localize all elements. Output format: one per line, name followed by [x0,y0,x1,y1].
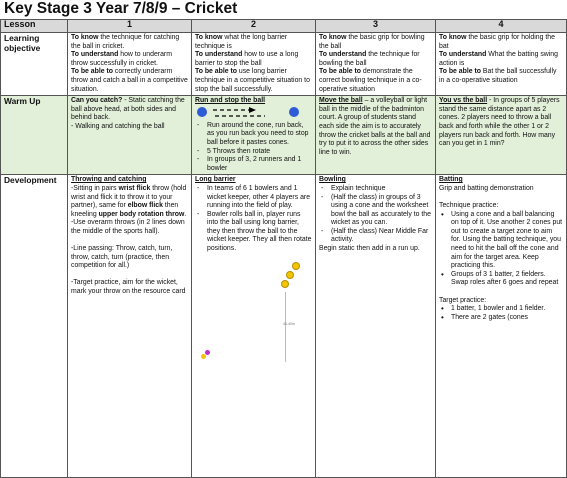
header-lesson-4: 4 [436,20,567,33]
warmup-lesson-4: You vs the ball - In groups of 5 players stand the same distance apart as 2 cones. 2 players need to throw a ball back and forth while the other 1 or 2 players run back and forth. How many can you get in 1 min? [436,96,567,175]
ball-marker [281,280,289,288]
warm-up-row [1,96,567,175]
label-warm-up: Warm Up [1,96,68,175]
warmup-lesson-1: Can you catch? - Static catching the ball above head, at both sides and behind back. - Walking and catching the ball [68,96,192,175]
header-lesson-2: 2 [192,20,316,33]
ball-marker [205,350,210,355]
page-title: Key Stage 3 Year 7/8/9 – Cricket [4,0,238,17]
run-diagram [195,106,312,122]
arrow-icon [209,106,285,120]
development-lesson-4: Batting Grip and batting demonstration Technique practice: • Using a cone and a ball balancing on top of it. Use another 2 cones put out to create a target zone to aim for. Using the batting technique, you need to hit the ball off the cone and aim for the target area. Keep practicing this. • Groups of 3 1 batter, 2 fielders. Swap roles after 6 goes and repeat Target practice: • 1 batter, 1 bowler and 1 fielder. • There are 2 gates (cones [436,175,567,478]
objective-lesson-1: To know the technique for catching the ball in cricket. To understand how to underarm throw successfully in cricket. To be able to correctly underarm throw and catch a ball in a competitive situation. [68,33,192,96]
warmup-lesson-2: Run and stop the ball - Run around the cone, run back, as you run back you need to stop ball before it pastes cones. - 5 Throws then rotate - In groups of 3, 2 runners and 1 bowler [192,96,316,175]
label-development: Development [1,175,68,478]
ball-marker [292,262,300,270]
header-lesson-1: 1 [68,20,192,33]
header-lesson-3: 3 [316,20,436,33]
field-diagram [195,254,312,374]
lesson-plan-table [0,19,567,478]
cone-marker-right [289,107,299,117]
development-lesson-1: Throwing and catching -Sitting in pairs wrist flick throw (hold wrist and flick it to throw it to your partner), same for elbow flick then kneeling upper body rotation throw. -Use overarm throws (in 2 lines down the middle of the sports hall). -Line passing: Throw, catch, turn, throw, catch, turn (practice, then competition for all.) -Target practice, aim for the wicket, mark your throw on the resource card [68,175,192,478]
objective-lesson-2: To know what the long barrier technique is To understand how to use a long barrier to stop the ball To be able to use long barrier technique in a competitive situation to stop the ball successfully. [192,33,316,96]
objective-lesson-3: To know the basic grip for bowling the ball To understand the technique for bowling the ball To be able to demonstrate the correct bowling technique in a co-operative situation [316,33,436,96]
ball-marker [286,271,294,279]
warmup-lesson-3: Move the ball – a volleyball or light ball in the middle of the badminton court. A group of students stand each side the aim is to accurately throw the cricket balls at the ball and try to put it to across the other sides line to win. [316,96,436,175]
label-learning-objective: Learning objective [1,33,68,96]
development-lesson-2: Long barrier - In teams of 6 1 bowlers and 1 wicket keeper, other 4 players are running into the field of play. - Bowler rolls ball in, player runs into the ball using long barrier, they then throw the ball to the wicket keeper. They all then rotate positions. 40-40m [192,175,316,478]
learning-objective-row [1,33,567,96]
header-lesson: Lesson [1,20,68,33]
development-row [1,175,567,478]
cone-marker-left [197,107,207,117]
objective-lesson-4: To know the basic grip for holding the bat To understand What the batting swing action is To be able to Bat the ball successfully in a co-operative situation [436,33,567,96]
header-row [1,20,567,33]
distance-label: 40-40m [283,321,295,326]
development-lesson-3: Bowling - Explain technique - (Half the class) in groups of 3 using a cone and the worksheet bowl the ball as accurately to the wicket as you can. - (Half the class) Near Middle Far activity. Begin static then add in a run up. [316,175,436,478]
